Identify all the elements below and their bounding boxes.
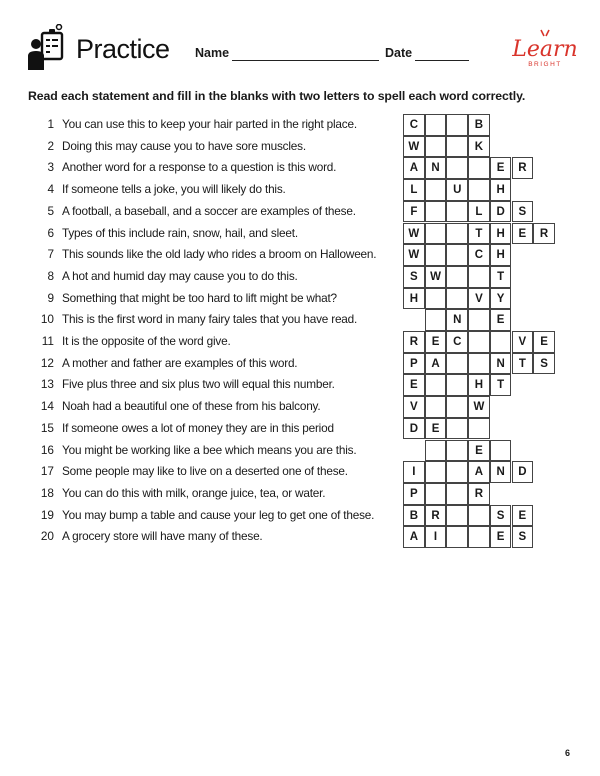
statement-text: Doing this may cause you to have sore muscles. [62,138,306,153]
blank-letter-box[interactable] [425,288,447,310]
blank-letter-box[interactable] [446,223,468,245]
letter-box: I [403,461,425,483]
exercise-row [0,309,600,331]
blank-letter-box[interactable] [446,374,468,396]
blank-letter-box[interactable] [446,266,468,288]
exercise-row [0,418,600,440]
letter-box: W [403,136,425,158]
letter-box: D [512,461,534,483]
exercise-row [0,136,600,158]
blank-letter-box[interactable] [425,179,447,201]
date-field[interactable] [415,60,469,61]
letter-box: T [490,374,512,396]
letter-box: N [490,353,512,375]
exercise-row [0,461,600,483]
header [28,24,580,74]
letter-box: H [490,179,512,201]
blank-letter-box[interactable] [425,461,447,483]
letter-box: B [403,505,425,527]
letter-box: H [490,223,512,245]
letter-box: P [403,483,425,505]
blank-letter-box[interactable] [425,136,447,158]
letter-box: I [425,526,447,548]
blank-letter-box[interactable] [425,244,447,266]
blank-letter-box[interactable] [425,114,447,136]
blank-letter-box[interactable] [425,223,447,245]
letter-box: E [490,309,512,331]
blank-letter-box[interactable] [490,331,512,353]
question-number: 7 [47,247,54,262]
statement-text: If someone owes a lot of money they are in this period [62,420,334,435]
blank-letter-box[interactable] [425,483,447,505]
blank-letter-box[interactable] [446,157,468,179]
blank-letter-box[interactable] [468,505,490,527]
statement-text: Noah had a beautiful one of these from his balcony. [62,399,321,414]
statement-text: A hot and humid day may cause you to do this. [62,268,298,283]
exercise-row [0,266,600,288]
instructions: Read each statement and fill in the blanks with two letters to spell each word correctly. [28,89,526,103]
exercise-row [0,114,600,136]
blank-letter-box[interactable] [468,157,490,179]
blank-letter-box[interactable] [446,483,468,505]
question-number: 14 [40,399,54,414]
letter-box: N [425,157,447,179]
letter-box: K [468,136,490,158]
statement-text: Something that might be too hard to lift might be what? [62,290,337,305]
letter-box: W [403,244,425,266]
question-number: 15 [40,420,54,435]
blank-letter-box[interactable] [425,374,447,396]
letter-box: S [533,353,555,375]
blank-letter-box[interactable] [446,288,468,310]
blank-letter-box[interactable] [446,244,468,266]
name-label: Name [195,46,230,60]
question-number: 5 [47,203,54,218]
question-number: 9 [47,290,54,305]
letter-box: E [403,374,425,396]
question-number: 13 [40,377,54,392]
letter-box: H [490,244,512,266]
blank-letter-box[interactable] [446,461,468,483]
exercise-row [0,288,600,310]
exercise-row [0,331,600,353]
blank-letter-box[interactable] [468,179,490,201]
statement-text: This is the first word in many fairy tales that you have read. [62,312,358,327]
question-number: 11 [41,334,54,348]
question-number: 10 [40,312,54,327]
svg-text:BRIGHT: BRIGHT [528,61,562,68]
letter-box: E [490,526,512,548]
letter-box: W [425,266,447,288]
exercise-row [0,483,600,505]
letter-box: N [490,461,512,483]
question-number: 3 [47,160,54,175]
name-field[interactable] [232,60,379,61]
question-number: 16 [40,442,54,457]
statement-text: You can use this to keep your hair parted in the right place. [62,117,357,131]
letter-box: C [468,244,490,266]
letter-box: U [446,179,468,201]
blank-letter-box[interactable] [425,309,447,331]
blank-letter-box[interactable] [468,353,490,375]
blank-letter-box[interactable] [425,440,447,462]
svg-text:Learn: Learn [512,37,578,62]
statement-text: Another word for a response to a question is this word. [62,160,337,175]
blank-letter-box[interactable] [446,418,468,440]
letter-box: A [403,157,425,179]
letter-box: A [425,353,447,375]
statement-text: You might be working like a bee which means you are this. [62,442,357,457]
letter-box: S [403,266,425,288]
letter-box: R [512,157,534,179]
exercise-row [0,505,600,527]
question-number: 1 [47,117,54,131]
blank-letter-box[interactable] [446,201,468,223]
letter-box: S [490,505,512,527]
statement-text: A mother and father are examples of this word. [62,355,298,370]
exercise-row [0,353,600,375]
letter-box: L [468,201,490,223]
blank-letter-box[interactable] [425,396,447,418]
question-number: 19 [40,507,54,522]
letter-box: E [425,331,447,353]
letter-box: D [490,201,512,223]
exercise-row [0,157,600,179]
letter-box: H [468,374,490,396]
question-number: 2 [47,138,54,153]
statement-text: If someone tells a joke, you will likely do this. [62,182,286,197]
blank-letter-box[interactable] [446,396,468,418]
statement-text: A grocery store will have many of these. [62,529,263,544]
letter-box: A [468,461,490,483]
statement-text: Some people may like to live on a deserted one of these. [62,464,348,479]
question-number: 17 [40,464,54,479]
blank-letter-box[interactable] [468,309,490,331]
blank-letter-box[interactable] [468,418,490,440]
letter-box: W [468,396,490,418]
question-number: 18 [40,485,54,500]
blank-letter-box[interactable] [446,114,468,136]
statement-text: You can do this with milk, orange juice, tea, or water. [62,485,326,500]
question-number: 4 [47,182,54,197]
page-number: 6 [564,748,570,758]
question-number: 8 [47,268,54,283]
letter-box: R [468,483,490,505]
letter-box: E [468,440,490,462]
letter-box: A [403,526,425,548]
exercise-row [0,244,600,266]
statement-text: This sounds like the old lady who rides a broom on Halloween. [62,247,377,262]
letter-box: D [403,418,425,440]
blank-letter-box[interactable] [446,136,468,158]
letter-box: E [425,418,447,440]
letter-box: T [468,223,490,245]
letter-box: E [533,331,555,353]
letter-box: T [490,266,512,288]
statement-text: You may bump a table and cause your leg to get one of these. [62,507,375,522]
letter-box: R [403,331,425,353]
blank-letter-box[interactable] [446,353,468,375]
blank-letter-box[interactable] [446,440,468,462]
blank-letter-box[interactable] [446,526,468,548]
letter-box: C [446,331,468,353]
letter-box: Y [490,288,512,310]
question-number: 20 [40,529,54,544]
statement-text: It is the opposite of the word give. [62,334,231,348]
letter-box: P [403,353,425,375]
date-label: Date [385,46,413,60]
exercise-row [0,374,600,396]
letter-box: B [468,114,490,136]
letter-box: H [403,288,425,310]
letter-box: C [403,114,425,136]
student-at-board-icon [28,24,70,70]
letter-box: T [512,353,534,375]
exercise-row [0,526,600,548]
statement-text: Types of this include rain, snow, hail, and sleet. [62,225,298,240]
letter-box: E [512,505,534,527]
blank-letter-box[interactable] [468,331,490,353]
letter-box: L [403,179,425,201]
letter-box: N [446,309,468,331]
blank-letter-box[interactable] [468,526,490,548]
exercise-row [0,396,600,418]
letter-box: S [512,201,534,223]
letter-box: R [425,505,447,527]
blank-letter-box[interactable] [425,201,447,223]
statement-text: Five plus three and six plus two will equal this number. [62,377,335,392]
learn-bright-logo [508,26,582,70]
letter-box: V [403,396,425,418]
exercise-row [0,223,600,245]
page-title: Practice [76,34,170,64]
blank-letter-box[interactable] [446,505,468,527]
exercise-row [0,201,600,223]
letter-box: V [512,331,534,353]
blank-letter-box[interactable] [490,440,512,462]
letter-box: E [512,223,534,245]
letter-box: V [468,288,490,310]
letter-box: R [533,223,555,245]
question-number: 12 [40,355,54,370]
statement-text: A football, a baseball, and a soccer are examples of these. [62,203,356,218]
exercise-row [0,440,600,462]
letter-box: S [512,526,534,548]
letter-box: W [403,223,425,245]
exercise-row [0,179,600,201]
question-number: 6 [47,225,54,240]
letter-box: E [490,157,512,179]
letter-box: F [403,201,425,223]
blank-letter-box[interactable] [468,266,490,288]
